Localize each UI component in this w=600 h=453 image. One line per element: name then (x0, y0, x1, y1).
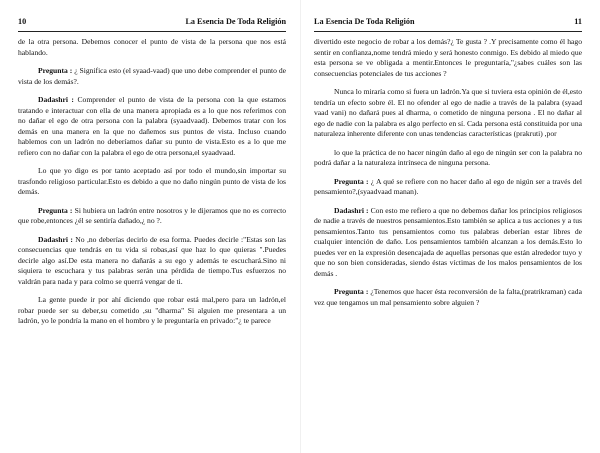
speaker-label: Dadashri : (38, 234, 73, 244)
speaker-label: Dadashri : (38, 95, 74, 104)
left-page (18, 0, 286, 453)
paragraph-text: divertido este negocio de robar a los demás?¿ Te gusta ? .Y precisamente como él hago sentir en confianza,nome tendrá miedo y será honesto conmigo. Es debido al miedo que esta persona se ve obligada a mentir.Entonces le preguntaría,"¿sabes cuáles son las consecuencias potenciales de tus acciones ? (314, 37, 582, 78)
paragraph (314, 206, 582, 280)
paragraph-text: de la otra persona. Debemos conocer el punto de vista de la persona que nos está hablando. (18, 37, 286, 57)
right-page-header (314, 17, 582, 32)
paragraph (18, 206, 286, 227)
paragraph (18, 166, 286, 198)
left-page-body (18, 37, 286, 335)
gutter (300, 0, 301, 453)
paragraph (18, 66, 286, 87)
paragraph-text: Nunca lo miraría como si fuera un ladrón.Ya que si tuviera esta opinión de él,esto tendría un efecto sobre él. El no ofender al ego de nadie a través de la palabra (syaad vaad vani) no dañará pues al dharma, o cometido de ninguna persona . El no dañar al ego de nadie con la palabra es algo perfecto en sí. Cada persona está constituida por una naturaleza inherente diferente con unas tendencias características (prakruti) ,por (314, 87, 582, 138)
paragraph (314, 37, 582, 79)
paragraph (314, 87, 582, 140)
paragraph-text: La gente puede ir por ahí diciendo que robar está mal,pero para un ladrón,el robar puede ser su deber,su cometido ,su "dharma" Si alguien me presentara a un ladrón, yo le pondría la mano en el hombro y le preguntaría en privado:"¿ te parece (18, 295, 286, 325)
left-page-header (18, 17, 286, 32)
paragraph-text: lo que la práctica de no hacer ningún daño al ego de ningún ser con la palabra no podrá dañar a la naturaleza intrínseca de ninguna persona. (314, 147, 582, 167)
right-page-body (314, 37, 582, 316)
running-title: La Esencia De Toda Religión (185, 17, 286, 26)
paragraph (18, 95, 286, 158)
paragraph (314, 287, 582, 308)
paragraph-text: ¿Tenemos que hacer ésta reconversión de la falta,(pratrikraman) cada vez que tengamos un mal pensamiento sobre alguien ? (314, 287, 582, 307)
paragraph-text: Lo que yo digo es por tanto aceptado así por todo el mundo,sin importar su trasfondo religioso particular.Esto es debido a que no daño ningún punto de vista de los demás. (18, 166, 286, 196)
page-number: 11 (574, 17, 582, 26)
paragraph (314, 148, 582, 169)
paragraph-text: Si hubiera un ladrón entre nosotros y le dijeramos que no es correcto que robe,entonces ¿él se sentiría dañado,¿ no ?. (18, 205, 286, 225)
speaker-label: Pregunta : (334, 287, 369, 296)
paragraph (18, 37, 286, 58)
paragraph-text: Comprender el punto de vista de la persona con la que estamos tratando e interactuar con ella de una manera apropiada es a lo que nos referimos con no dañar el ego de otra persona con la palabra (syaadvaad). Debemos tratar con los demás en una manera en la que no dañemos sus puntos de vista. Incluso cuando hablemos con un ladrón no deberíamos dañar su punto de vista.Esto es a lo que me refiero con no dañar con la palabra el ego de otra persona,el syaadvaad. (18, 95, 287, 157)
page-number: 10 (18, 17, 27, 26)
speaker-label: Pregunta : (38, 205, 73, 215)
paragraph-text: Con esto me refiero a que no debemos dañar los principios religiosos de nadie a través de nuestros pensamientos.Esto también se aplica a tus acciones y a tus pensamientos.Tanto tus pensamientos como tus palabras deberían estar libres de cualquier intención de daño. Los pensamientos también alcanzan a los demás.Esto lo puedes ver en la expresión desencajada de aquellas personas que están alrededor tuyo y que no son bien consideradas, siendo éstas víctimas de los malos pensamientos de los demás . (314, 205, 582, 278)
right-page (314, 0, 582, 453)
paragraph (18, 235, 286, 288)
speaker-label: Pregunta : (38, 66, 73, 75)
paragraph-text: ¿ Significa esto (el syaad-vaad) que uno debe comprender el punto de vista de los demás?. (18, 66, 286, 86)
paragraph (314, 177, 582, 198)
running-title: La Esencia De Toda Religión (314, 17, 415, 26)
speaker-label: Dadashri : (334, 205, 369, 215)
paragraph-text: No ,no deberías decirlo de esa forma. Puedes decirle :"Estas son las consecuencias que tendrás en tu vida si robas,así que haz lo que quieras ".Puedes decirle algo así.De esta manera no dañarás a su ego y además te escuchará.Sino ni siquiera te escuchara y tus palabras serán una pérdida de tiempo.Tus esfuerzos no valdrán para nada y para colmo se querrá vengar de ti. (18, 234, 286, 286)
paragraph (18, 295, 286, 327)
speaker-label: Pregunta : (334, 176, 369, 186)
paragraph-text: ¿ A qué se refiere con no hacer daño al ego de nigún ser a través del pensamiento?,(syaadvaad manan). (314, 176, 582, 196)
